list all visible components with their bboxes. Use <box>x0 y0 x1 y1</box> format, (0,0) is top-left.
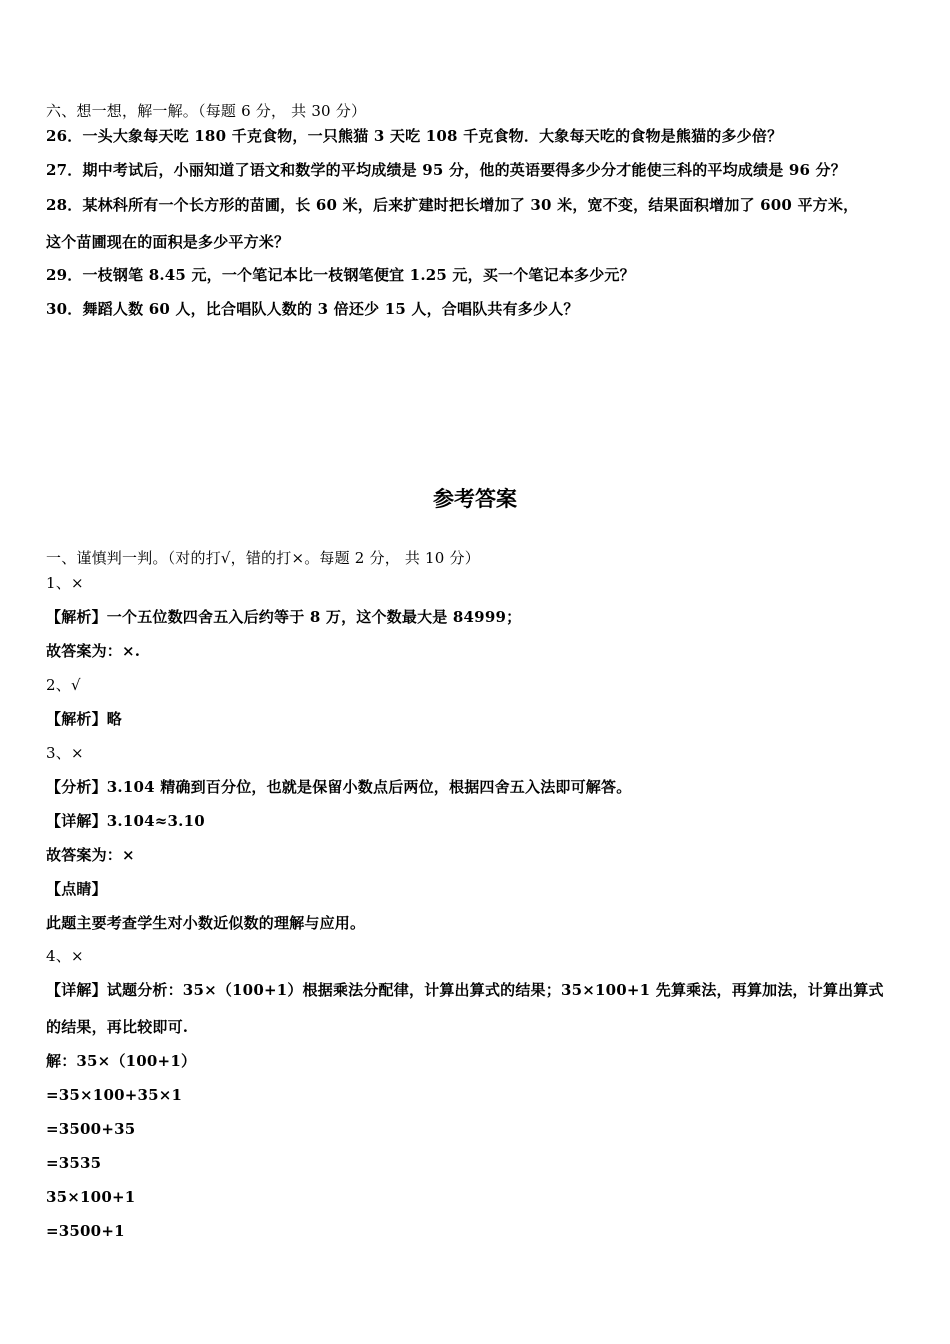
answer-4-step-4: 35×100+1 <box>46 1188 136 1206</box>
answers-title: 参考答案 <box>433 487 517 511</box>
answer-3-dianjing: 【点睛】 <box>46 880 107 898</box>
answer-3-detail: 【详解】3.104≈3.10 <box>46 812 205 830</box>
answer-4-detail-line-1: 【详解】试题分析：35×（100+1）根据乘法分配律，计算出算式的结果；35×100+1 先算乘法，再算加法，计算出算式 <box>46 981 884 999</box>
answer-2: 2、√ <box>46 676 81 694</box>
question-28-line-2: 这个苗圃现在的面积是多少平方米？ <box>46 233 290 251</box>
answer-4-step-3: =3535 <box>46 1154 102 1172</box>
question-29: 29．一枝钢笔 8.45 元，一个笔记本比一枝钢笔便宜 1.25 元，买一个笔记本多少元？ <box>46 266 635 284</box>
answer-4: 4、× <box>46 947 84 965</box>
answer-3-note: 此题主要考查学生对小数近似数的理解与应用。 <box>46 914 366 932</box>
answer-1-analysis: 【解析】一个五位数四舍五入后约等于 8 万，这个数最大是 84999； <box>46 608 522 626</box>
question-30: 30．舞蹈人数 60 人，比合唱队人数的 3 倍还少 15 人，合唱队共有多少人？ <box>46 300 579 318</box>
answer-3-fenxi: 【分析】3.104 精确到百分位，也就是保留小数点后两位，根据四舍五入法即可解答。 <box>46 778 632 796</box>
answer-3: 3、× <box>46 744 84 762</box>
answer-4-step-1: =35×100+35×1 <box>46 1086 183 1104</box>
question-28-line-1: 28．某林科所有一个长方形的苗圃，长 60 米，后来扩建时把长增加了 30 米，宽不变，结果面积增加了 600 平方米， <box>46 196 859 214</box>
answer-1-result: 故答案为：×. <box>46 642 141 660</box>
answer-4-step-5: =3500+1 <box>46 1222 125 1240</box>
section-6-header: 六、想一想，解一解。（每题 6 分， 共 30 分） <box>46 102 367 120</box>
answer-4-detail-line-2: 的结果，再比较即可. <box>46 1018 189 1036</box>
answer-4-step-2: =3500+35 <box>46 1120 136 1138</box>
answers-section-1-header: 一、谨慎判一判。（对的打√，错的打×。每题 2 分， 共 10 分） <box>46 549 480 567</box>
answer-2-analysis: 【解析】略 <box>46 710 123 728</box>
question-27: 27．期中考试后，小丽知道了语文和数学的平均成绩是 95 分，他的英语要得多少分才能使三科的平均成绩是 96 分？ <box>46 161 846 179</box>
answer-3-result: 故答案为：× <box>46 846 135 864</box>
question-26: 26．一头大象每天吃 180 千克食物，一只熊猫 3 天吃 108 千克食物．大象每天吃的食物是熊猫的多少倍？ <box>46 127 783 145</box>
answer-4-solution: 解：35×（100+1） <box>46 1052 197 1070</box>
answer-1: 1、× <box>46 574 84 592</box>
